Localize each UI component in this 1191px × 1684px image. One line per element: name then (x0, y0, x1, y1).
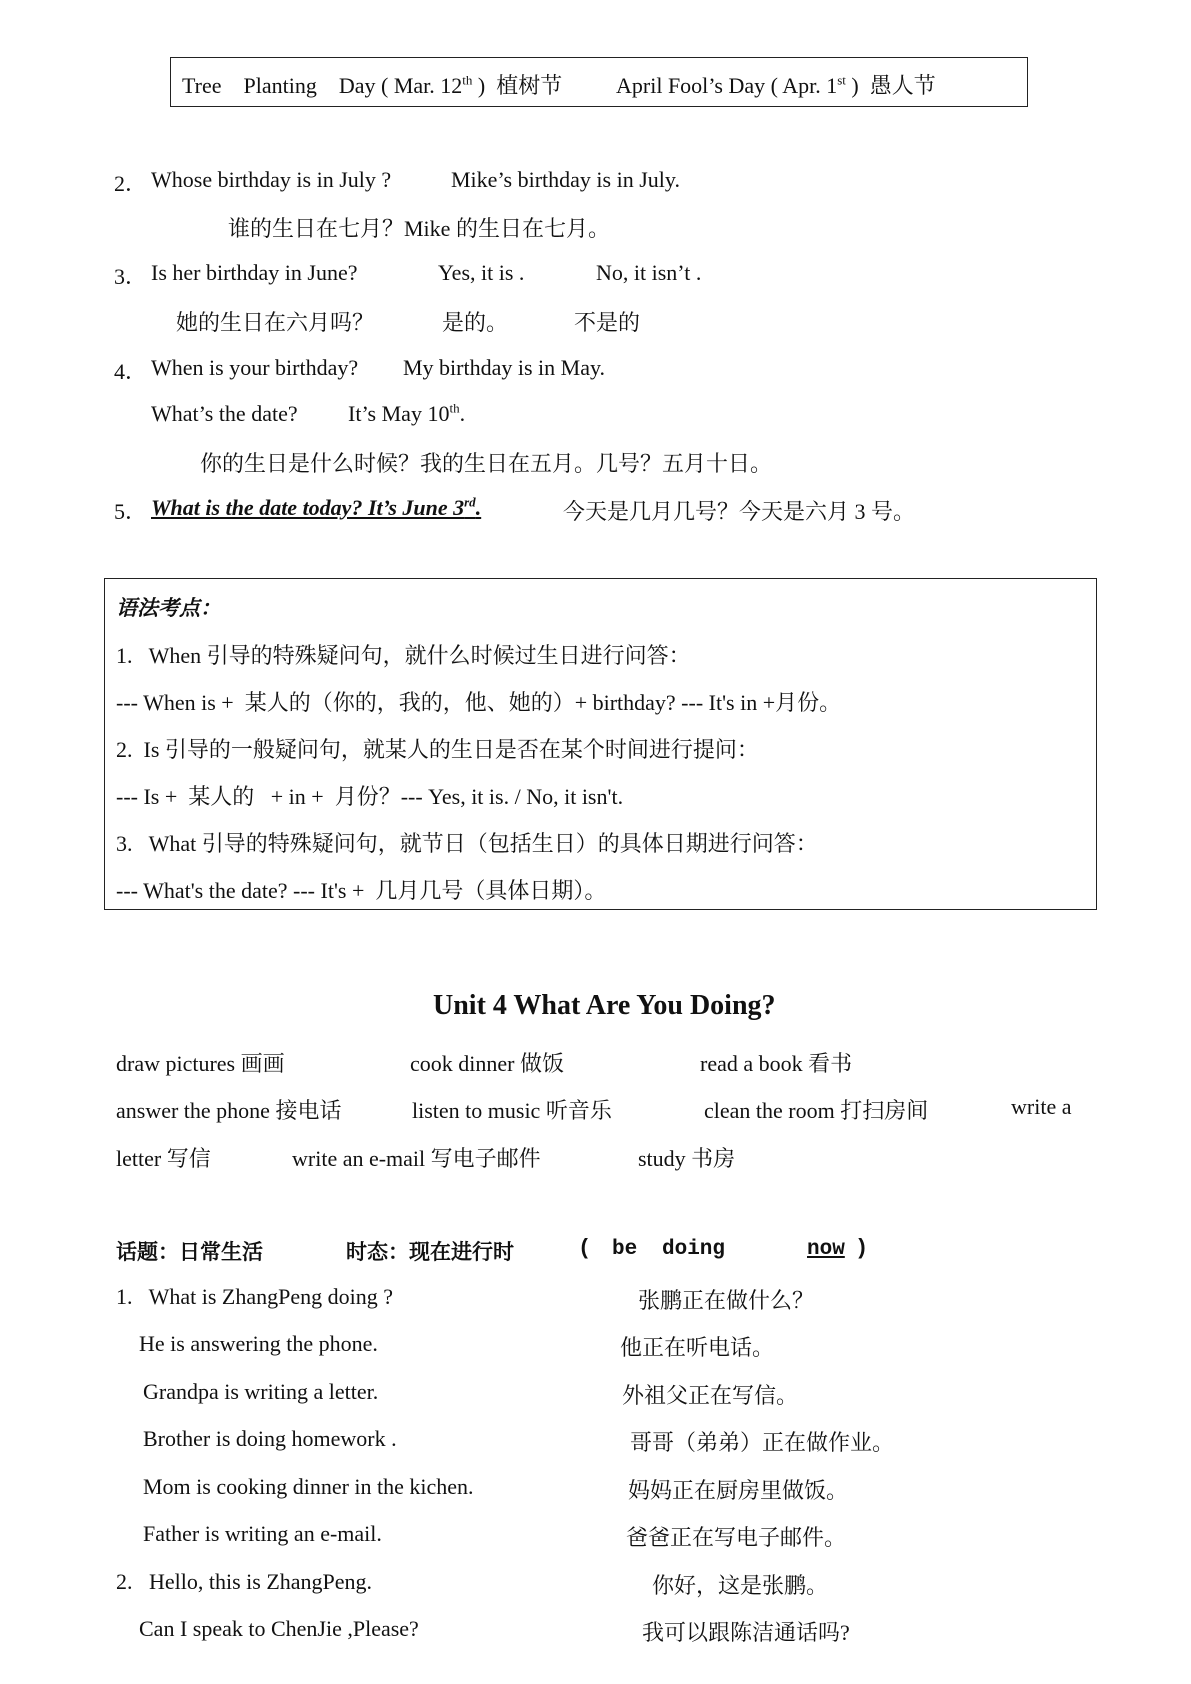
tense-paren-open: ( (578, 1236, 592, 1261)
topic-label: 话题：日常生活 (116, 1240, 263, 1264)
sentence-4-number: 4． (114, 359, 148, 384)
tense-now: now (807, 1238, 845, 1261)
dialogue-1-english: 1. What is ZhangPeng doing ? (116, 1284, 393, 1309)
dialogue-4-english: Brother is doing homework . (143, 1426, 397, 1451)
dialogue-8-english: Can I speak to ChenJie ,Please? (139, 1616, 419, 1641)
vocab-listen-to-music: listen to music 听音乐 (412, 1098, 612, 1123)
vocab-read-a-book: read a book 看书 (700, 1051, 853, 1076)
dialogue-3-english: Grandpa is writing a letter. (143, 1379, 379, 1404)
sentence-4-question: When is your birthday? (151, 355, 359, 380)
dialogue-4-chinese: 哥哥（弟弟）正在做作业。 (630, 1430, 895, 1455)
dialogue-1-chinese: 张鹏正在做什么？ (638, 1288, 815, 1313)
dialogue-8-chinese: 我可以跟陈洁通话吗? (642, 1620, 850, 1645)
sentence-2-number: 2． (114, 171, 148, 196)
tense-doing: doing (662, 1238, 726, 1261)
sentence-3-no: No, it isn’t . (596, 260, 702, 285)
vocab-write-an-email: write an e-mail 写电子邮件 (292, 1146, 541, 1171)
vocab-study: study 书房 (638, 1146, 736, 1171)
dialogue-2-chinese: 他正在听电话。 (620, 1335, 775, 1360)
sentence-5-number: 5． (114, 499, 148, 524)
dialogue-2-english: He is answering the phone. (139, 1331, 378, 1356)
vocab-clean-the-room: clean the room 打扫房间 (704, 1098, 929, 1123)
sentence-5-translation: 今天是几月几号？今天是六月 3 号。 (563, 499, 916, 524)
grammar-line-1: 1. When 引导的特殊疑问句，就什么时候过生日进行问答： (116, 643, 691, 668)
sentence-3-question: Is her birthday in June? (151, 260, 358, 285)
tense-be: be (612, 1238, 638, 1261)
sentence-5-english: What is the date today? It’s June 3rd. (151, 494, 482, 520)
dialogue-5-english: Mom is cooking dinner in the kichen. (143, 1474, 474, 1499)
dialogue-7-chinese: 你好，这是张鹏。 (652, 1573, 829, 1598)
sentence-2-answer: Mike’s birthday is in July. (451, 167, 680, 192)
grammar-line-5: 3. What 引导的特殊疑问句，就节日（包括生日）的具体日期进行问答： (116, 831, 818, 856)
sentence-4-answer-2: It’s May 10th. (348, 400, 466, 426)
grammar-title: 语法考点： (116, 596, 221, 620)
sentence-4-translation: 你的生日是什么时候？我的生日在五月。几号？五月十日。 (200, 451, 773, 476)
grammar-line-2: --- When is + 某人的（你的，我的，他、她的）+ birthday? --- It's in +月份。 (116, 690, 842, 715)
vocab-write-a: write a (1011, 1094, 1072, 1119)
holiday-tree-planting: Tree Planting Day ( Mar. 12th ) 植树节 (182, 72, 563, 98)
grammar-line-3: 2. Is 引导的一般疑问句，就某人的生日是否在某个时间进行提问： (116, 737, 759, 762)
holiday-april-fool: April Fool’s Day ( Apr. 1st ) 愚人节 (616, 72, 936, 98)
dialogue-3-chinese: 外祖父正在写信。 (622, 1383, 799, 1408)
grammar-line-6: --- What's the date? --- It's + 几月几号（具体日期）。 (116, 878, 607, 903)
sentence-2-translation: 谁的生日在七月？Mike 的生日在七月。 (228, 216, 610, 241)
dialogue-6-english: Father is writing an e-mail. (143, 1521, 382, 1546)
sentence-3-translation-question: 她的生日在六月吗？ (176, 310, 375, 335)
dialogue-5-chinese: 妈妈正在厨房里做饭。 (628, 1478, 849, 1503)
sentence-3-yes: Yes, it is . (438, 260, 525, 285)
vocab-draw-pictures: draw pictures 画画 (116, 1051, 285, 1076)
dialogue-7-english: 2. Hello, this is ZhangPeng. (116, 1569, 373, 1594)
sentence-3-number: 3． (114, 264, 148, 289)
dialogue-6-chinese: 爸爸正在写电子邮件。 (626, 1525, 847, 1550)
tense-paren-close: ) (855, 1236, 869, 1261)
grammar-line-4: --- Is + 某人的 + in + 月份？--- Yes, it is. / No, it isn't. (116, 784, 624, 809)
sentence-2-question: Whose birthday is in July ? (151, 167, 392, 192)
unit-4-title: Unit 4 What Are You Doing? (433, 990, 776, 1021)
sentence-3-translation-no: 不是的 (574, 310, 641, 335)
sentence-4-answer: My birthday is in May. (403, 355, 606, 380)
vocab-cook-dinner: cook dinner 做饭 (410, 1051, 564, 1076)
sentence-4-question-2: What’s the date? (151, 401, 298, 426)
sentence-3-translation-yes: 是的。 (442, 310, 509, 335)
tense-label: 时态：现在进行时 (346, 1240, 514, 1264)
vocab-answer-the-phone: answer the phone 接电话 (116, 1098, 342, 1123)
vocab-letter: letter 写信 (116, 1146, 211, 1171)
